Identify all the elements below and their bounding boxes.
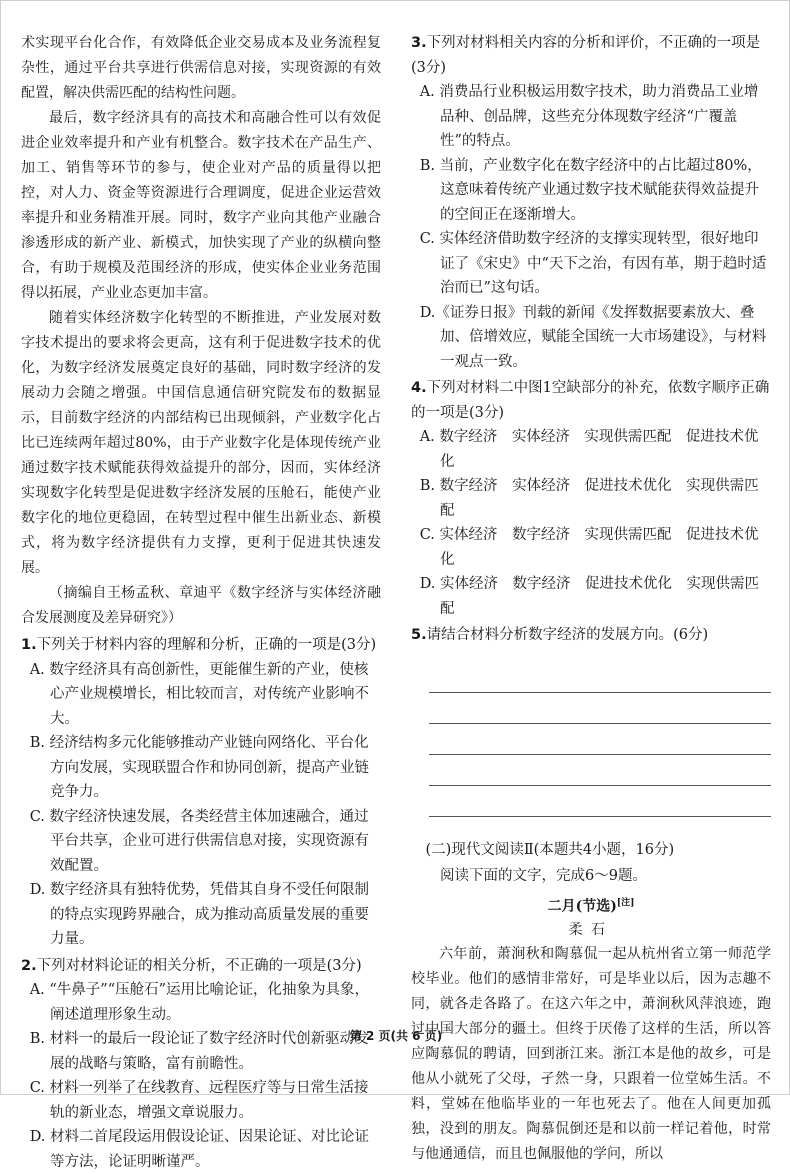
passage-title-text: 二月(节选) bbox=[548, 898, 617, 914]
option-a[interactable]: A. “牛鼻子”“压舱石”运用比喻论证，化抽象为具象，阐述道理形象生动。 bbox=[21, 978, 381, 1027]
passage-author: 柔石 bbox=[411, 918, 771, 942]
question-number: 1. bbox=[21, 637, 37, 653]
question-number: 5. bbox=[411, 627, 427, 643]
question-text: 下列对材料二中图1空缺部分的补充，依数字顺序正确的一项是(3分) bbox=[411, 380, 769, 421]
reading-instruction: 阅读下面的文字，完成6～9题。 bbox=[411, 863, 771, 889]
material-source: （摘编自王杨孟秋、章迪平《数字经济与实体经济融合发展测度及差异研究》） bbox=[21, 581, 381, 631]
option-d[interactable]: D. 材料二首尾段运用假设论证、因果论证、对比论证等方法，论证明晰谨严。 bbox=[21, 1125, 381, 1174]
question-5 bbox=[411, 623, 771, 817]
option-a[interactable]: A. 数字经济 实体经济 实现供需匹配 促进技术优化 bbox=[411, 425, 771, 474]
page-footer: 第 2 页(共 6 页) bbox=[1, 1027, 790, 1044]
question-text: 请结合材料分析数字经济的发展方向。(6分) bbox=[427, 627, 709, 643]
option-a[interactable]: A. 数字经济具有高创新性，更能催生新的产业，使核心产业规模增长，相比较而言，对传统产业影响不大。 bbox=[21, 658, 381, 732]
question-3 bbox=[411, 31, 771, 374]
material-paragraph: 随着实体经济数字化转型的不断推进，产业发展对数字技术提出的要求将会更高，这有利于促进数字技术的优化，为数字经济发展奠定良好的基础，同时数字经济的发展动力会随之增强。中国信息通信研究院发布的数据显示，目前数字经济的内部结构已出现倾斜，产业数字化占比已连续两年超过80%，由于产业数字化是体现传统产业通过数字技术赋能获得效益提升的部分，因而，实体经济实现数字化转型是促进数字经济发展的压舱石，能使产业数字化的地位更稳固，在转型过程中催生出新业态、新模式，将为数字经济提供有力支撑，更利于促进其快速发展。 bbox=[21, 306, 381, 581]
option-c[interactable]: C. 数字经济快速发展，各类经营主体加速融合，通过平台共享，企业可进行供需信息对接，实现资源有效配置。 bbox=[21, 805, 381, 879]
question-1 bbox=[21, 633, 381, 952]
question-stem bbox=[21, 633, 381, 658]
option-b[interactable]: B. 经济结构多元化能够推动产业链向网络化、平台化方向发展，实现联盟合作和协同创新，提高产业链竞争力。 bbox=[21, 731, 381, 805]
option-d[interactable]: D. 实体经济 数字经济 促进技术优化 实现供需匹配 bbox=[411, 572, 771, 621]
option-d[interactable]: D. 数字经济具有独特优势，凭借其自身不受任何限制的特点实现跨界融合，成为推动高质量发展的重要力量。 bbox=[21, 878, 381, 952]
option-c[interactable]: C. 实体经济借助数字经济的支撑实现转型，很好地印证了《宋史》中“天下之治，有因有革，期于趋时适治而已”这句话。 bbox=[411, 227, 771, 301]
option-b[interactable]: B. 当前，产业数字化在数字经济中的占比超过80%，这意味着传统产业通过数字技术赋能获得效益提升的空间正在逐渐增大。 bbox=[411, 154, 771, 228]
option-c[interactable]: C. 材料一列举了在线教育、远程医疗等与日常生活接轨的新业态，增强文章说服力。 bbox=[21, 1076, 381, 1125]
question-number: 3. bbox=[411, 35, 427, 51]
question-2 bbox=[21, 954, 381, 1174]
answer-line bbox=[429, 693, 771, 724]
answer-line bbox=[429, 724, 771, 755]
section-heading: (二)现代文阅读Ⅱ(本题共4小题，16分) bbox=[411, 837, 771, 863]
material-paragraph: 术实现平台化合作，有效降低企业交易成本及业务流程复杂性，通过平台共享进行供需信息对接，实现资源的有效配置，解决供需匹配的结构性问题。 bbox=[21, 31, 381, 106]
question-stem bbox=[411, 623, 771, 648]
answer-line bbox=[429, 662, 771, 693]
answer-area[interactable] bbox=[429, 662, 771, 817]
question-text: 下列对材料相关内容的分析和评价，不正确的一项是(3分) bbox=[411, 35, 760, 76]
passage-title bbox=[411, 891, 771, 919]
answer-line bbox=[429, 755, 771, 786]
passage-paragraph: 六年前，萧涧秋和陶慕侃一起从杭州省立第一师范学校毕业。他们的感情非常好，可是毕业以后，因为志趣不同，就各走各路了。在这六年之中，萧涧秋风萍浪迹，跑过中国大部分的疆土。但终于厌倦了这样的生活，所以答应陶慕侃的聘请，回到浙江来。浙江本是他的故乡，可是他从小就死了父母，孑然一身，只跟着一位堂姊生活。不料，堂姊在他临毕业的一年也死去了。他在人间更加孤独，没到的朋友。陶慕侃倒还是和以前一样记着他，时常与他通通信，而且也佩服他的学问，所以 bbox=[411, 942, 771, 1167]
question-text: 下列关于材料内容的理解和分析，正确的一项是(3分) bbox=[37, 637, 377, 653]
option-d[interactable]: D.《证券日报》刊载的新闻《发挥数据要素放大、叠加、倍增效应，赋能全国统一大市场建设》，与材料一观点一致。 bbox=[411, 301, 771, 375]
material-paragraph: 最后，数字经济具有的高技术和高融合性可以有效促进企业效率提升和产业有机整合。数字技术在产品生产、加工、销售等环节的参与，使企业对产品的质量得以把控，对人力、资金等资源进行合理调度，促进企业运营效率提升和业务精准开展。同时，数字产业向其他产业融合渗透形成的新产业、新模式，加快实现了产业的纵横向整合，有助于规模及范围经济的形成，使实体企业业务范围得以拓展，产业业态更加丰富。 bbox=[21, 106, 381, 306]
option-b[interactable]: B. 数字经济 实体经济 促进技术优化 实现供需匹配 bbox=[411, 474, 771, 523]
question-stem bbox=[21, 954, 381, 979]
left-column bbox=[21, 31, 381, 1174]
question-stem bbox=[411, 31, 771, 80]
right-column bbox=[411, 31, 771, 1167]
question-text: 下列对材料论证的相关分析，不正确的一项是(3分) bbox=[37, 958, 362, 974]
question-stem bbox=[411, 376, 771, 425]
question-number: 2. bbox=[21, 958, 37, 974]
option-b[interactable]: B. 材料一的最后一段论证了数字经济时代创新驱动发展的战略与策略，富有前瞻性。 bbox=[21, 1027, 381, 1076]
question-number: 4. bbox=[411, 380, 427, 396]
option-a[interactable]: A. 消费品行业积极运用数字技术，助力消费品工业增品种、创品牌，这些充分体现数字经济“广覆盖性”的特点。 bbox=[411, 80, 771, 154]
option-c[interactable]: C. 实体经济 数字经济 实现供需匹配 促进技术优化 bbox=[411, 523, 771, 572]
question-4 bbox=[411, 376, 771, 621]
answer-line bbox=[429, 786, 771, 817]
footnote-marker: [注] bbox=[617, 898, 635, 908]
